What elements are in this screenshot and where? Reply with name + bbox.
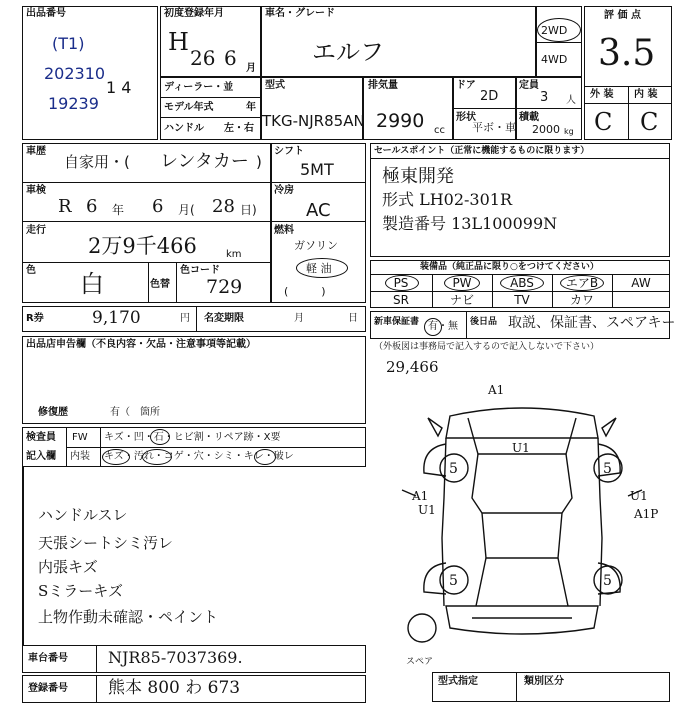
fuel-option-1: ガソリン <box>294 239 338 252</box>
mileage-unit: km <box>226 249 242 260</box>
shift-label: シフト <box>274 146 304 157</box>
recycle-yen: 円 <box>180 313 190 324</box>
dealer-label: ディーラー・並 <box>164 82 234 93</box>
equipment-pw: PW <box>452 276 472 290</box>
notes-left-rule <box>22 467 24 645</box>
shift-value: 5MT <box>300 160 334 179</box>
plate-value: 熊本 800 わ 673 <box>108 678 241 698</box>
drive-2wd: 2WD <box>541 24 568 37</box>
diagram-mark-u1-top: U1 <box>512 441 530 455</box>
diagram-mark-a1p-right: A1P <box>634 507 659 521</box>
warranty-options: 有・無 <box>428 321 458 332</box>
inspector-circle-scratch <box>102 449 130 465</box>
diagram-hint: （外板図は事務局で記入するので記入しないで下さい） <box>374 342 600 352</box>
color-code-label: 色コード <box>180 265 220 276</box>
seller-notes-title: 出品店申告欄（不良内容・欠品・注意事項等記載） <box>26 339 256 350</box>
exterior-grade: C <box>594 108 613 136</box>
inspector-label-2: 記入欄 <box>26 451 56 462</box>
model-label: 車名・グレード <box>265 8 335 19</box>
warranty-label: 新車保証書 <box>374 317 420 327</box>
color-count-label: 色替 <box>150 279 170 290</box>
inspection-month-unit: 月( <box>178 203 195 217</box>
sales-point-line-1: 極東開発 <box>382 166 454 187</box>
diagram-mark-a1-top: A1 <box>488 383 505 397</box>
chassis-label: 車台番号 <box>28 653 68 664</box>
lot-label: 出品番号 <box>26 8 66 19</box>
fuel-label: 燃料 <box>274 225 294 236</box>
interior-label: 内 装 <box>634 89 658 100</box>
registration-label: 初度登録年月 <box>164 8 224 19</box>
repair-history-label: 修復歴 <box>38 407 68 418</box>
sales-points-title: セールスポイント（正常に機能するものに限ります） <box>374 146 590 156</box>
category-label: 車歴 <box>26 146 46 157</box>
registration-month: 6 <box>224 46 237 70</box>
mileage-label: 走行 <box>26 225 46 236</box>
inspector-label-1: 検査員 <box>26 432 56 443</box>
interior-grade: C <box>640 108 659 136</box>
diagram-mark-tyre-rl: 5 <box>449 573 458 589</box>
lot-number-b: 19239 <box>48 94 99 113</box>
color-code: 729 <box>206 276 243 298</box>
inspector-fw: FW <box>72 432 88 443</box>
equipment-navi: ナビ <box>449 293 474 307</box>
fuel-paren: ( ) <box>284 285 326 298</box>
handle-options: 左・右 <box>224 123 254 134</box>
drive-4wd: 4WD <box>541 53 568 66</box>
name-change-month: 月 <box>294 313 304 324</box>
type-value: TKG-NJR85AN <box>262 112 365 130</box>
inspector-interior: 内装 <box>70 451 90 462</box>
equipment-tv: TV <box>514 293 530 307</box>
recycle-row <box>22 306 366 332</box>
equipment-aw: AW <box>631 276 651 290</box>
equipment-leather: カワ <box>569 293 594 307</box>
inspection-year: 6 <box>86 196 98 217</box>
equipment-airbag: エアB <box>565 276 599 290</box>
shape-value: 平ボ・車 <box>472 121 516 134</box>
inspector-row-1: キズ・凹・石・ヒビ割・リペア跡・X要 <box>104 432 281 443</box>
shape-label: 形状 <box>456 112 476 123</box>
inspection-day-unit: 日) <box>240 203 257 217</box>
aircon-label: 冷房 <box>274 185 294 196</box>
sales-point-line-3: 製造番号 13L100099N <box>382 214 558 233</box>
chassis-value: NJR85-7037369. <box>108 648 243 667</box>
spare-label: スペア <box>406 657 434 667</box>
inspector-row-2: キズ・汚れ・コゲ・穴・シミ・キレ・破レ <box>104 451 294 462</box>
doors-value: 2D <box>480 89 499 104</box>
equipment-sr: SR <box>393 293 409 307</box>
registration-year: 26 <box>190 46 216 70</box>
category-value: 自家用・( <box>64 153 130 171</box>
later-items-label: 後日品 <box>470 317 498 327</box>
diagram-mark-tyre-fl: 5 <box>449 461 458 477</box>
diagram-mark-tyre-rr: 5 <box>603 573 612 589</box>
inspector-note-1: ハンドルスレ <box>38 506 128 524</box>
fuel-option-2: 軽 油 <box>306 262 332 275</box>
doors-label: ドア <box>456 80 476 91</box>
load-value: 2000 <box>532 123 560 136</box>
handle-label: ハンドル <box>164 123 204 134</box>
lot-code: (T1) <box>52 34 85 53</box>
inspector-circle-stain <box>142 449 172 465</box>
exterior-label: 外 装 <box>590 89 614 100</box>
car-diagram <box>372 378 672 668</box>
inspector-circle-stone <box>150 429 170 445</box>
type-designation-label: 型式指定 <box>438 676 478 687</box>
later-items-value: 取説、保証書、スペアキー <box>508 315 676 331</box>
class-division-label: 類別区分 <box>524 676 564 687</box>
category-close: ) <box>256 153 262 171</box>
displacement-unit: cc <box>434 125 445 136</box>
diagram-mileage-note: 29,466 <box>386 358 439 376</box>
equipment-ps: PS <box>393 276 409 290</box>
mileage-value: 2万9千466 <box>88 234 197 258</box>
diagram-mark-u1-left: U1 <box>418 503 436 517</box>
equipment-title: 装備品（純正品に限り○をつけてください） <box>420 262 599 272</box>
diagram-mark-tyre-fr: 5 <box>603 461 612 477</box>
capacity-value: 3 <box>540 90 549 105</box>
capacity-label: 定員 <box>519 80 539 91</box>
inspector-note-5: 上物作動未確認・ペイント <box>38 608 219 626</box>
displacement-label: 排気量 <box>368 80 398 91</box>
inspection-year-unit: 年 <box>112 203 125 217</box>
name-change-day: 日 <box>348 313 358 324</box>
inspection-day: 28 <box>212 196 235 217</box>
recycle-label: R券 <box>26 313 44 324</box>
diagram-mark-u1-right: U1 <box>630 489 648 503</box>
color-label: 色 <box>26 265 36 276</box>
capacity-unit: 人 <box>566 95 576 106</box>
inspector-note-3: 内張キズ <box>38 558 98 576</box>
score-value: 3.5 <box>598 33 656 74</box>
recycle-amount: 9,170 <box>92 308 141 328</box>
inspector-circle-spot <box>254 449 276 465</box>
category-rental: レンタカー <box>160 151 249 172</box>
load-label: 積載 <box>519 112 539 123</box>
registration-era: H <box>168 28 189 56</box>
model-year-unit: 年 <box>246 102 256 113</box>
sales-point-line-2: 形式 LH02-301R <box>382 190 513 209</box>
equipment-abs: ABS <box>510 276 534 290</box>
color-value: 白 <box>80 270 104 298</box>
repair-history-value: 有（ 箇所 <box>110 407 160 418</box>
inspector-note-4: Sミラーキズ <box>38 582 123 600</box>
displacement-value: 2990 <box>376 110 425 132</box>
lot-scrawl: 1 4 <box>106 78 132 97</box>
load-unit: kg <box>564 127 574 136</box>
model-name: エルフ <box>312 38 384 66</box>
score-label: 評 価 点 <box>604 10 641 21</box>
name-change-label: 名変期限 <box>204 313 244 324</box>
inspection-month: 6 <box>152 196 164 217</box>
aircon-value: AC <box>306 200 331 221</box>
inspection-era: R <box>58 196 72 217</box>
registration-month-unit: 月 <box>246 63 256 74</box>
inspector-note-2: 天張シートシミ汚レ <box>38 534 174 552</box>
inspection-label: 車検 <box>26 185 46 196</box>
lot-number-a: 202310 <box>44 64 106 83</box>
type-label: 型式 <box>265 80 285 91</box>
model-year-label: モデル年式 <box>164 102 214 113</box>
plate-label: 登録番号 <box>28 683 68 694</box>
diagram-mark-a1-left: A1 <box>412 489 429 503</box>
